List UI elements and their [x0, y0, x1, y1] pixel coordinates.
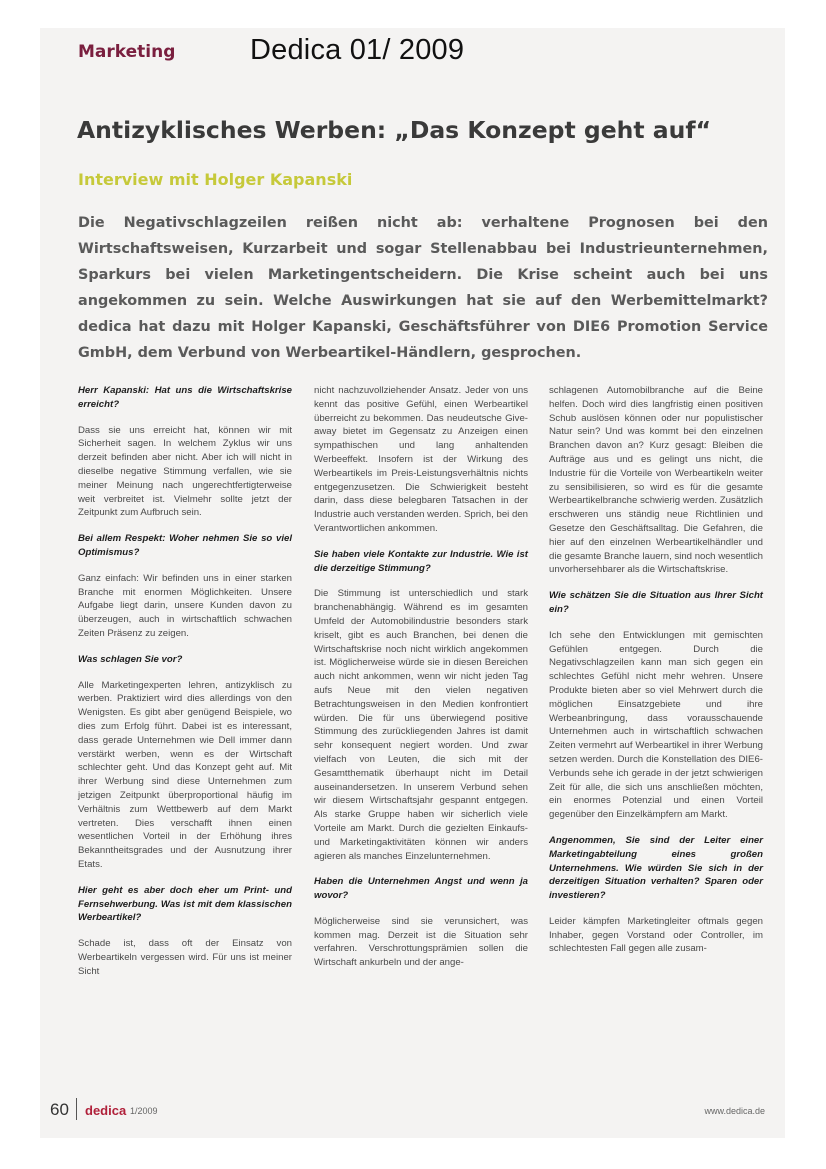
interview-answer: Alle Marketingexperten lehren, antizyklisch zu werben. Praktiziert wird dies allerdings von den Wenigsten. Es gibt aber genügend Beispiele, wo dies zum Erfolg führt. Dabei ist es interessant, dass gerade Unternehmen wie Dell immer dann verstärkt werben, wenn es der Wirtschaft schlechter geht. Und das Konzept geht auf. Mit ihrer Werbung sind diese Unternehmen zum jetzigen Zeitpunkt überproportional häufig im Verhältnis zum Wettbewerb auf dem Markt vertreten. Dies verschafft ihnen einen wesentlichen Vorteil in der Erhöhung ihres Bekanntheitsgrades und der Ausnutzung ihrer Etats.: [78, 679, 292, 870]
interview-answer: Ich sehe den Entwicklungen mit gemischten Gefühlen entgegen. Durch die Negativschlagzeilen kann man sich gegen ein schlechtes Gefühl nicht mehr wehren. Unsere Produkte bieten aber so viel Mehrwert durch die möglichen Einsatzgebiete und ihre Werbeanbringung, dass vorausschauende Unternehmen auch in wirtschaftlich schwachen Zeiten vermehrt auf Werbeartikel in ihrer Werbung setzen werden. Durch die Konstellation des DIE6-Verbunds sehe ich gerade in der jetzt schwierigen Zeit für alle, die sich uns anschließen möchten, ein enormes Potenzial und einen Vorteil gegenüber den Einzelkämpfern am Markt.: [549, 629, 763, 821]
interview-question: Was schlagen Sie vor?: [78, 653, 183, 665]
interview-question: Herr Kapanski: Hat uns die Wirtschaftskrise erreicht?: [78, 385, 292, 410]
article-lead: Die Negativschlagzeilen reißen nicht ab: verhaltene Prognosen bei den Wirtschaftsweisen, Kurzarbeit und sogar Stellenabbau bei Industrieunternehmen, Sparkurs bei vielen Marketingentscheidern. Die Krise scheint auch bei uns angekommen zu sein. Welche Auswirkungen hat sie auf den Werbemittelmarkt? dedica hat dazu mit Holger Kapanski, Geschäftsführer von DIE6 Promotion Service GmbH, dem Verbund von Werbeartikel-Händlern, gesprochen.: [78, 215, 768, 361]
interview-answer: Die Stimmung ist unterschiedlich und stark branchenabhängig. Während es im gesamten Umfeld der Automobilindustrie besonders stark kriselt, gibt es auch Branchen, bei denen die Wirtschaftskrise noch nicht wirklich angekommen ist. Möglicherweise würde sie in diesen Bereichen auch nicht ankommen, wenn wir nicht jeden Tag aufs Neue mit den vielen negativen Betrachtungsweisen in den Medien konfrontiert würden. Die für uns überwiegend positive Stimmung des zurückliegenden Jahres ist damit sehr konsequent negiert worden. Und zwar vielfach von Leuten, die sich mit der Gesamtthematik überhaupt nicht im Detail auseinandersetzen. In unserem Verbund sehen wir diesem Wirtschaftsjahr gespannt entgegen. Als starke Gruppe haben wir sicherlich viele Vorteile am Markt. Durch die gezielten Einkaufs- und Marketingaktivitäten können wir anders agieren als manches Einzelunternehmen.: [314, 588, 528, 862]
interview-question: Hier geht es aber doch eher um Print- und Fernsehwerbung. Was ist mit dem klassischen Werbeartikel?: [78, 884, 292, 924]
section-label: Marketing: [78, 42, 176, 62]
article-subtitle: Interview mit Holger Kapanski: [78, 170, 353, 189]
interview-answer: Ganz einfach: Wir befinden uns in einer starken Branche mit enormen Möglichkeiten. Unsere Aufgabe liegt darin, unsere Kunden davon zu überzeugen, auch in wirtschaftlich schwachen Zeiten Präsenz zu zeigen.: [78, 572, 292, 639]
magazine-page: [40, 28, 785, 1138]
interview-question: Haben die Unternehmen Angst und wenn ja wovor?: [314, 876, 528, 902]
interview-question: Bei allem Respekt: Woher nehmen Sie so viel Optimismus?: [78, 533, 292, 558]
interview-answer: Möglicherweise sind sie verunsichert, was kommen mag. Derzeit ist die Situation sehr verfahren. Verschrottungsprämien sollen die Wirtschaft ankurbeln und der ange-: [314, 915, 528, 969]
interview-answer: Dass sie uns erreicht hat, können wir mit Sicherheit sagen. In welchem Zyklus wir uns derzeit befinden aber nicht. Aber ich will nicht in dieselbe negative Stimmung verfallen, wie sie meiner Meinung nach ungerechtfertigterweise weit verbreitet ist. Vielmehr sollte jetzt der Zeitpunkt zum Aufbruch sein.: [78, 424, 292, 519]
interview-answer: nicht nachzuvollziehender Ansatz. Jeder von uns kennt das positive Gefühl, einen Werbeartikel überreicht zu bekommen. Das neudeutsche Give-away bietet im Gegensatz zu Anzeigen einen sympathischen und lang anhaltenden Werbeeffekt. Insofern ist der Wirkung des Werbeartikels im Preis-Leistungsverhältnis nichts entgegenzusetzen. Die Schwierigkeit besteht darin, dass diese belegbaren Tatsachen in der Industrie auch verstanden werden. Sprich, bei den Verantwortlichen ankommen.: [314, 385, 528, 534]
article-title: Antizyklisches Werben: „Das Konzept geht auf“: [77, 116, 712, 144]
text-column-2: [314, 384, 528, 982]
footer-issue: 1/2009: [130, 1106, 158, 1116]
footer-divider: [76, 1098, 77, 1120]
interview-question: Angenommen, Sie sind der Leiter einer Marketingabteilung eines großen Unternehmens. Wie würden Sie sich in der derzeitigen Situation verhalten? Sparen oder investieren?: [549, 834, 763, 902]
page-number: 60: [50, 1100, 69, 1119]
issue-stamp: Dedica 01/ 2009: [250, 34, 465, 66]
footer-brand: dedica: [85, 1103, 127, 1118]
interview-question: Sie haben viele Kontakte zur Industrie. Wie ist die derzeitige Stimmung?: [314, 548, 528, 574]
interview-question: Wie schätzen Sie die Situation aus Ihrer Sicht ein?: [549, 590, 763, 615]
interview-answer: schlagenen Automobilbranche auf die Beine helfen. Doch wird dies langfristig einen positiven Schub auslösen können oder nur populistischer Natur sein? Und was kommt bei den einzelnen Branchen davon an? Kurz gesagt: Bleiben die Aufträge aus und es gelingt uns nicht, die Industrie für die Vorteile von Werbeartikeln weiter zu sensibilisieren, so wird es für die gesamte Werbeartikelbranche schwierig werden. Zusätzlich erschweren uns ständig neue Richtlinien und Gesetze den Geschäftsalltag. Die Gefahren, die hier auf den einzelnen Werbeartikelhändler und die gesamte Branche lauern, sind noch wesentlich unvorhersehbarer als die Wirtschaftskrise.: [549, 385, 763, 576]
text-column-1: [78, 384, 292, 990]
text-column-3: [549, 384, 763, 968]
footer-url-link[interactable]: www.dedica.de: [704, 1106, 765, 1116]
interview-answer: Schade ist, dass oft der Einsatz von Werbeartikeln vergessen wird. Für uns ist meiner Sicht: [78, 938, 292, 977]
interview-answer: Leider kämpfen Marketingleiter oftmals gegen Inhaber, gegen Vorstand oder Controller, im schlechtesten Fall gegen alle zusam-: [549, 915, 763, 955]
